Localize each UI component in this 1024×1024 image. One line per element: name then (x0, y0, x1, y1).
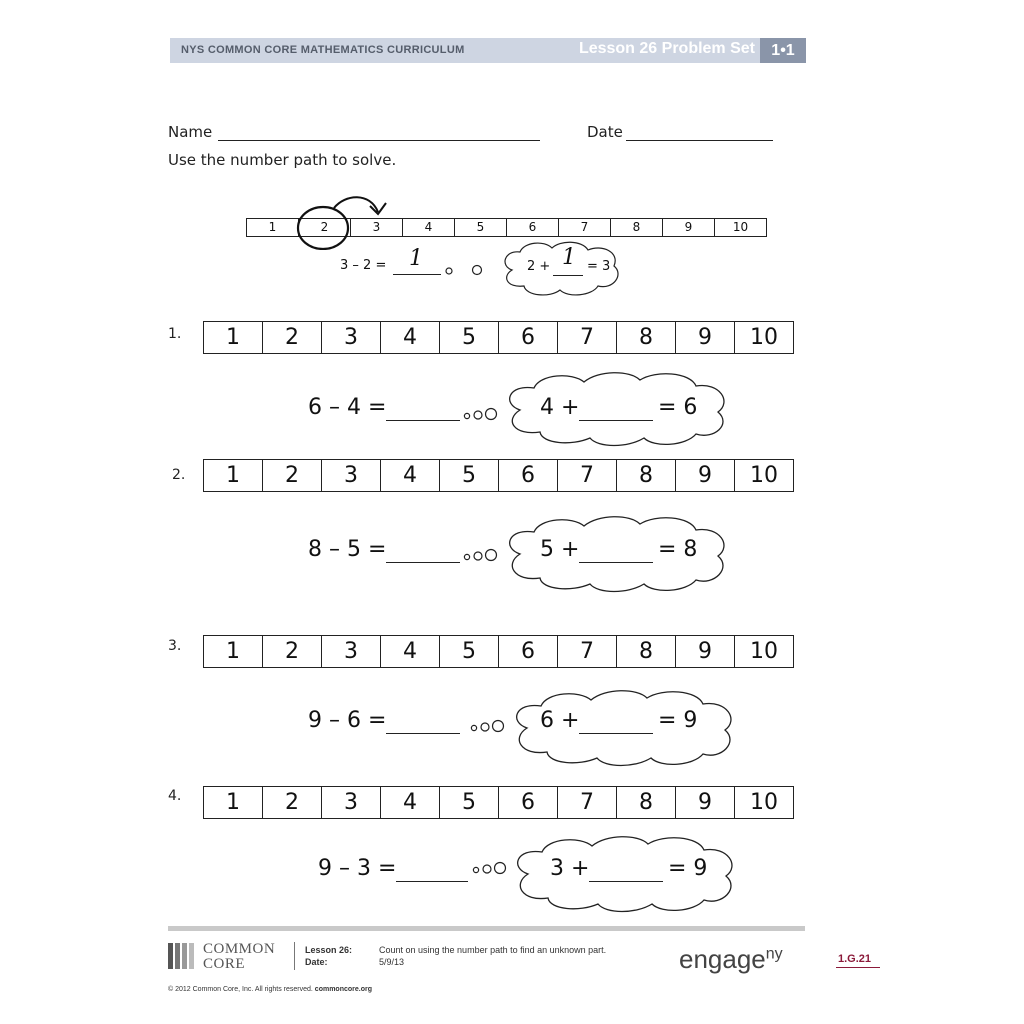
thought-start: 4 + (540, 395, 580, 420)
example-thought-answer: 1 (562, 245, 576, 270)
thought-start: 3 + (550, 856, 590, 881)
example-subtraction: 3 – 2 = (340, 258, 387, 273)
path-cell: 2 (263, 636, 322, 667)
path-cell: 10 (750, 325, 778, 350)
thought-start: 5 + (540, 537, 580, 562)
path-cell: 8 (617, 636, 676, 667)
logo-line-2: CORE (203, 956, 246, 972)
subtraction-equation: 9 – 6 = (308, 708, 387, 733)
thought-bubbles (469, 859, 511, 877)
path-cell: 3 (322, 787, 381, 818)
number-path (203, 786, 794, 819)
path-cell: 2 (263, 787, 322, 818)
path-cell: 4 (381, 322, 440, 353)
path-cell: 3 (351, 219, 403, 236)
path-cell: 6 (499, 460, 558, 491)
thought-end: = 6 (658, 395, 698, 420)
path-cell: 9 (676, 636, 735, 667)
footer-rule (168, 926, 805, 931)
problem-number: 4. (168, 788, 182, 804)
answer-blank[interactable] (396, 881, 468, 882)
subtraction-equation: 8 – 5 = (308, 537, 387, 562)
path-cell: 1 (204, 787, 263, 818)
date-value: 5/9/13 (379, 957, 405, 967)
thought-blank[interactable] (579, 562, 653, 563)
path-cell: 9 (676, 787, 735, 818)
thought-bubbles (460, 546, 502, 564)
number-path (203, 459, 794, 492)
date-label-footer: Date: (305, 957, 328, 967)
path-cell: 3 (322, 636, 381, 667)
number-path (203, 635, 794, 668)
problem-number: 1. (168, 326, 182, 342)
path-cell: 9 (663, 219, 715, 236)
instructions: Use the number path to solve. (168, 151, 397, 169)
path-cell: 5 (440, 636, 499, 667)
path-cell: 4 (381, 787, 440, 818)
example-answer: 1 (409, 246, 423, 271)
common-core-logo-icon (168, 943, 200, 969)
answer-blank[interactable] (386, 562, 460, 563)
thought-bubbles (460, 405, 502, 423)
problem-number: 3. (168, 638, 182, 654)
date-field[interactable] (626, 140, 773, 141)
lesson-description: Count on using the number path to find an unknown part. (379, 945, 607, 955)
thought-end: = 8 (658, 537, 698, 562)
thought-bubbles (467, 717, 509, 735)
path-cell: 2 (263, 460, 322, 491)
path-cell: 4 (403, 219, 455, 236)
path-cell: 8 (617, 787, 676, 818)
path-cell: 1 (204, 460, 263, 491)
path-cell: 5 (455, 219, 507, 236)
path-cell: 1 (204, 322, 263, 353)
path-cell: 3 (322, 460, 381, 491)
problem-number: 2. (172, 467, 186, 483)
path-cell: 10 (750, 790, 778, 815)
footer-divider (294, 942, 295, 970)
path-cell: 6 (507, 219, 559, 236)
thought-end: = 9 (668, 856, 708, 881)
copyright: © 2012 Common Core, Inc. All rights reserved. commoncore.org (168, 986, 372, 993)
path-cell: 8 (611, 219, 663, 236)
path-cell: 8 (617, 460, 676, 491)
name-label: Name (168, 123, 213, 141)
lesson-title: Lesson 26 Problem Set (578, 40, 755, 57)
thought-blank[interactable] (579, 420, 653, 421)
page-code-underline (836, 967, 880, 968)
path-cell: 2 (263, 322, 322, 353)
path-cell: 7 (558, 636, 617, 667)
path-cell: 5 (440, 322, 499, 353)
path-cell: 3 (322, 322, 381, 353)
thought-bubbles (440, 262, 490, 278)
path-cell: 9 (676, 322, 735, 353)
path-cell: 6 (499, 787, 558, 818)
path-cell: 1 (204, 636, 263, 667)
thought-blank[interactable] (589, 881, 663, 882)
number-path (203, 321, 794, 354)
page-code: 1.G.21 (838, 953, 872, 965)
thought-blank[interactable] (579, 733, 653, 734)
path-cell: 10 (750, 463, 778, 488)
grade-module-badge: 1•1 (760, 38, 806, 63)
lesson-label: Lesson 26: (305, 945, 353, 955)
subtraction-equation: 6 – 4 = (308, 395, 387, 420)
path-cell: 5 (440, 787, 499, 818)
date-label: Date (587, 123, 623, 141)
circle-arrow-annotation (290, 190, 400, 250)
path-cell: 7 (558, 322, 617, 353)
path-cell: 6 (499, 636, 558, 667)
answer-blank[interactable] (386, 420, 460, 421)
subtraction-equation: 9 – 3 = (318, 856, 397, 881)
path-cell: 5 (440, 460, 499, 491)
path-cell: 2 (299, 219, 351, 236)
path-cell: 7 (558, 460, 617, 491)
path-cell: 9 (676, 460, 735, 491)
answer-blank[interactable] (386, 733, 460, 734)
path-cell: 8 (617, 322, 676, 353)
example-blank (393, 274, 441, 275)
logo-line-1: COMMON (203, 941, 276, 957)
curriculum-title: NYS COMMON CORE MATHEMATICS CURRICULUM (181, 44, 465, 56)
engage-ny-logo: engage$^{ny}$ (679, 944, 783, 974)
website-link[interactable]: commoncore.org (314, 986, 372, 993)
thought-end: = 9 (658, 708, 698, 733)
path-cell: 10 (750, 639, 778, 664)
path-cell: 10 (732, 220, 749, 234)
path-cell: 7 (559, 219, 611, 236)
example-thought-blank (553, 275, 583, 276)
example-thought-end: = 3 (587, 259, 611, 274)
name-field[interactable] (218, 140, 540, 141)
path-cell: 4 (381, 460, 440, 491)
thought-start: 6 + (540, 708, 580, 733)
path-cell: 1 (247, 219, 299, 236)
example-thought-start: 2 + (527, 259, 551, 274)
path-cell: 7 (558, 787, 617, 818)
path-cell: 4 (381, 636, 440, 667)
path-cell: 6 (499, 322, 558, 353)
